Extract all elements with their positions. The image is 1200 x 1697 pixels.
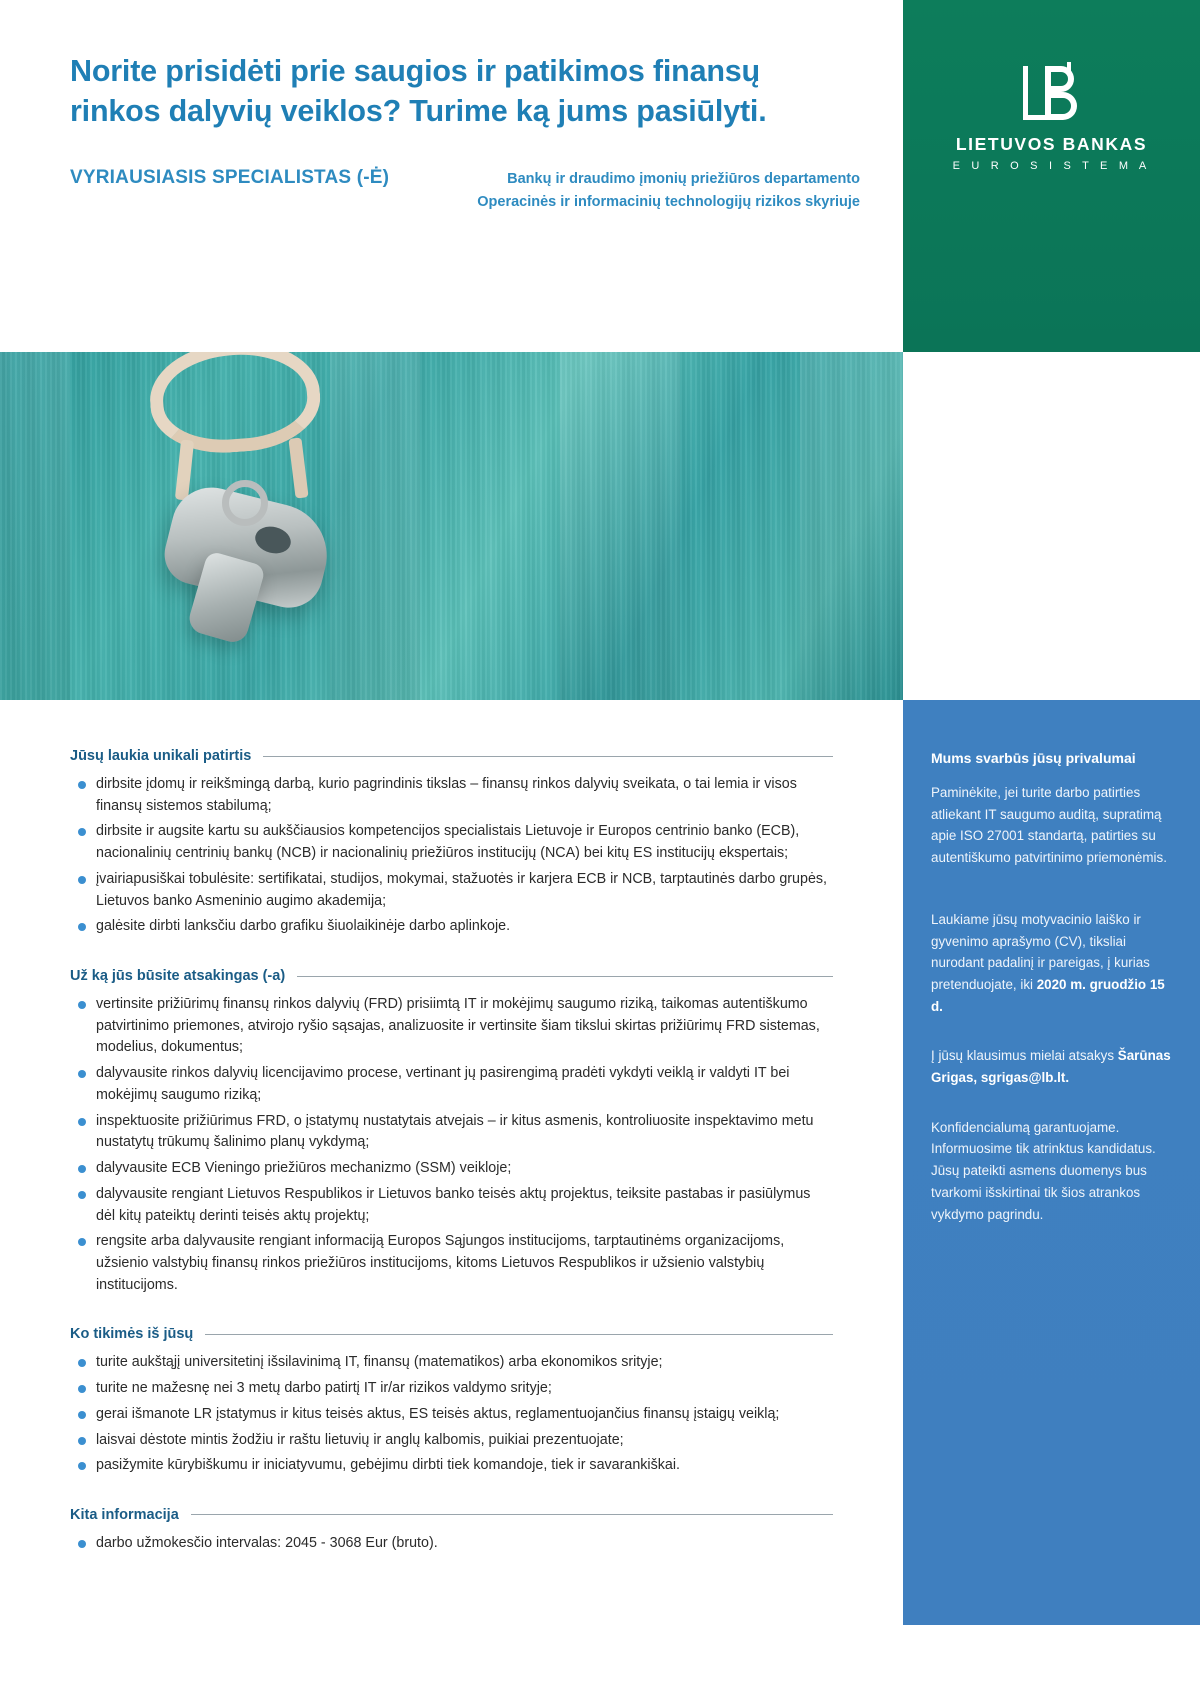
list-item: įvairiapusiškai tobulėsite: sertifikatai, studijos, mokymai, stažuotės ir karjera ECB ir NCB, tarptautinės darbo grupės, Lietuvos banko Asmeninio augimo akademija;: [70, 869, 833, 912]
wood-plank-1: [0, 352, 70, 700]
list-experience: [70, 774, 833, 938]
section-title-other-info: Kita informacija: [70, 1506, 179, 1523]
list-item: dalyvausite rinkos dalyvių licencijavimo procese, vertinant jų pasirengimą pradėti vykdyti veiklą ir valdyti IT bei mokėjimų saugumo riziką;: [70, 1063, 833, 1106]
section-title-responsibilities: Už ką jūs būsite atsakingas (-a): [70, 968, 286, 985]
main-column: [0, 700, 903, 1625]
section-title-requirements: Ko tikimės iš jūsų: [70, 1326, 194, 1343]
page-header: [0, 0, 1200, 352]
contact-text: Į jūsų klausimus mielai atsakys: [931, 1048, 1118, 1064]
department-name: Bankų ir draudimo įmonių priežiūros departamento Operacinės ir informacinių technologijų rizikos skyriuje: [477, 171, 860, 210]
list-item: turite ne mažesnę nei 3 metų darbo patirtį IT ir/ar rizikos valdymo srityje;: [70, 1378, 833, 1400]
page-title: Norite prisidėti prie saugios ir patikimos finansų rinkos dalyvių veiklos? Turime ką jums pasiūlyti.: [70, 54, 767, 128]
list-item: darbo užmokesčio intervalas: 2045 - 3068 Eur (bruto).: [70, 1533, 833, 1555]
header-subrow: [70, 165, 860, 213]
list-item: pasižymite kūrybiškumu ir iniciatyvumu, gebėjimu dirbti tiek komandoje, tiek ir savarankiškai.: [70, 1455, 833, 1477]
hero-texture-overlay: [0, 352, 903, 700]
list-item: dirbsite ir augsite kartu su aukščiausios kompetencijos specialistais Lietuvoje ir Europos centrinio banko (ECB), nacionalinių centrinių bankų (NCB) ir nacionalinių priežiūros institucijų (NCA) bei kitų ES institucijų ekspertais;: [70, 821, 833, 864]
sidebar-panel: [903, 700, 1200, 1625]
logo-wordmark: LIETUVOS BANKAS: [955, 134, 1148, 154]
heading-rule: [297, 976, 833, 977]
wood-plank-4: [800, 352, 903, 700]
sidebar-contact: [931, 1045, 1172, 1088]
logo-subtitle: E U R O S I S T E M A: [952, 160, 1151, 172]
list-item: gerai išmanote LR įstatymus ir kitus teisės aktus, ES teisės aktus, reglamentuojančius finansų įstaigų veiklą;: [70, 1404, 833, 1426]
list-responsibilities: [70, 994, 833, 1296]
list-item: galėsite dirbti lanksčiu darbo grafiku šiuolaikinėje darbo aplinkoje.: [70, 916, 833, 938]
heading-rule: [263, 756, 833, 757]
header-text-block: [0, 0, 903, 352]
list-item: rengsite arba dalyvausite rengiant informaciją Europos Sąjungos institucijoms, tarptautinėms organizacijoms, užsienio valstybių finansų rinkos priežiūros institucijoms, kitoms Lietuvos Respublikos ir užsienio valstybių institucijoms.: [70, 1231, 833, 1296]
hero-image: [0, 352, 903, 700]
application-deadline: 2020 m. gruodžio 15 d.: [931, 976, 1165, 1014]
list-item: turite aukštąjį universitetinį išsilavinimą IT, finansų (matematikos) arba ekonomikos srityje;: [70, 1352, 833, 1374]
list-item: dalyvausite ECB Vieningo priežiūros mechanizmo (SSM) veikloje;: [70, 1158, 833, 1180]
position-title: VYRIAUSIASIS SPECIALISTAS (-Ė): [70, 167, 390, 189]
heading-rule: [191, 1514, 833, 1515]
list-item: vertinsite prižiūrimų finansų rinkos dalyvių (FRD) prisiimtą IT ir mokėjimų saugumo riziką, taikomas autentiškumo patvirtinimo priemones, atvirojo ryšio sąsajas, analizuosite ir vertinsite šiam tikslui skirtas prižiūrimų FRD sistemas, modelius, dokumentus;: [70, 994, 833, 1059]
lb-monogram-icon: [1015, 62, 1089, 124]
hero-right-filler: [903, 352, 1200, 700]
list-item: inspektuosite prižiūrimus FRD, o įstatymų nustatytais atvejais – ir kitus asmenis, kontroliuosite inspektavimo metu nustatytų trūkumų šalinimo planų vykdymą;: [70, 1111, 833, 1154]
contact-person[interactable]: Šarūnas Grigas, sgrigas@lb.lt.: [931, 1048, 1171, 1086]
sidebar-advantages: Paminėkite, jei turite darbo patirties atliekant IT saugumo auditą, supratimą apie ISO 27001 standartą, patirties su autentiškumo patvirtinimo priemonėmis.: [931, 785, 1167, 866]
wood-plank-3: [560, 352, 680, 700]
logo-panel: [903, 0, 1200, 352]
list-item: dalyvausite rengiant Lietuvos Respublikos ir Lietuvos banko teisės aktų projektus, teiksite pastabas ir pasiūlymus dėl kitų pateiktų derinti teisės aktų projektų;: [70, 1184, 833, 1227]
sidebar-title: Mums svarbūs jūsų privalumai: [931, 750, 1136, 766]
list-requirements: [70, 1352, 833, 1477]
page-content: [0, 700, 1200, 1625]
sidebar-application: [931, 909, 1172, 1018]
section-title-experience: Jūsų laukia unikali patirtis: [70, 748, 252, 764]
section-heading: [70, 1326, 833, 1342]
heading-rule: [205, 1334, 833, 1335]
list-item: laisvai dėstote mintis žodžiu ir raštu lietuvių ir anglų kalbomis, puikiai prezentuojate;: [70, 1430, 833, 1452]
section-heading: [70, 748, 833, 764]
list-other-info: [70, 1533, 833, 1555]
sidebar-confidentiality: Konfidencialumą garantuojame. Informuosime tik atrinktus kandidatus. Jūsų pateikti asmens duomenys bus tvarkomi išskirtinai tik šios atrankos vykdymo pagrindu.: [931, 1119, 1156, 1222]
application-text: Laukiame jūsų motyvacinio laiško ir gyvenimo aprašymo (CV), tiksliai nurodant padalinį ir pareigas, į kurias pretenduojate, iki: [931, 911, 1150, 992]
whistle-ring: [222, 480, 268, 526]
list-item: dirbsite įdomų ir reikšmingą darbą, kurio pagrindinis tikslas – finansų rinkos dalyvių sveikata, o tai lemia ir visos finansų sistemos stabilumą;: [70, 774, 833, 817]
section-heading: [70, 968, 833, 984]
wood-plank-2: [330, 352, 420, 700]
section-heading: [70, 1507, 833, 1523]
